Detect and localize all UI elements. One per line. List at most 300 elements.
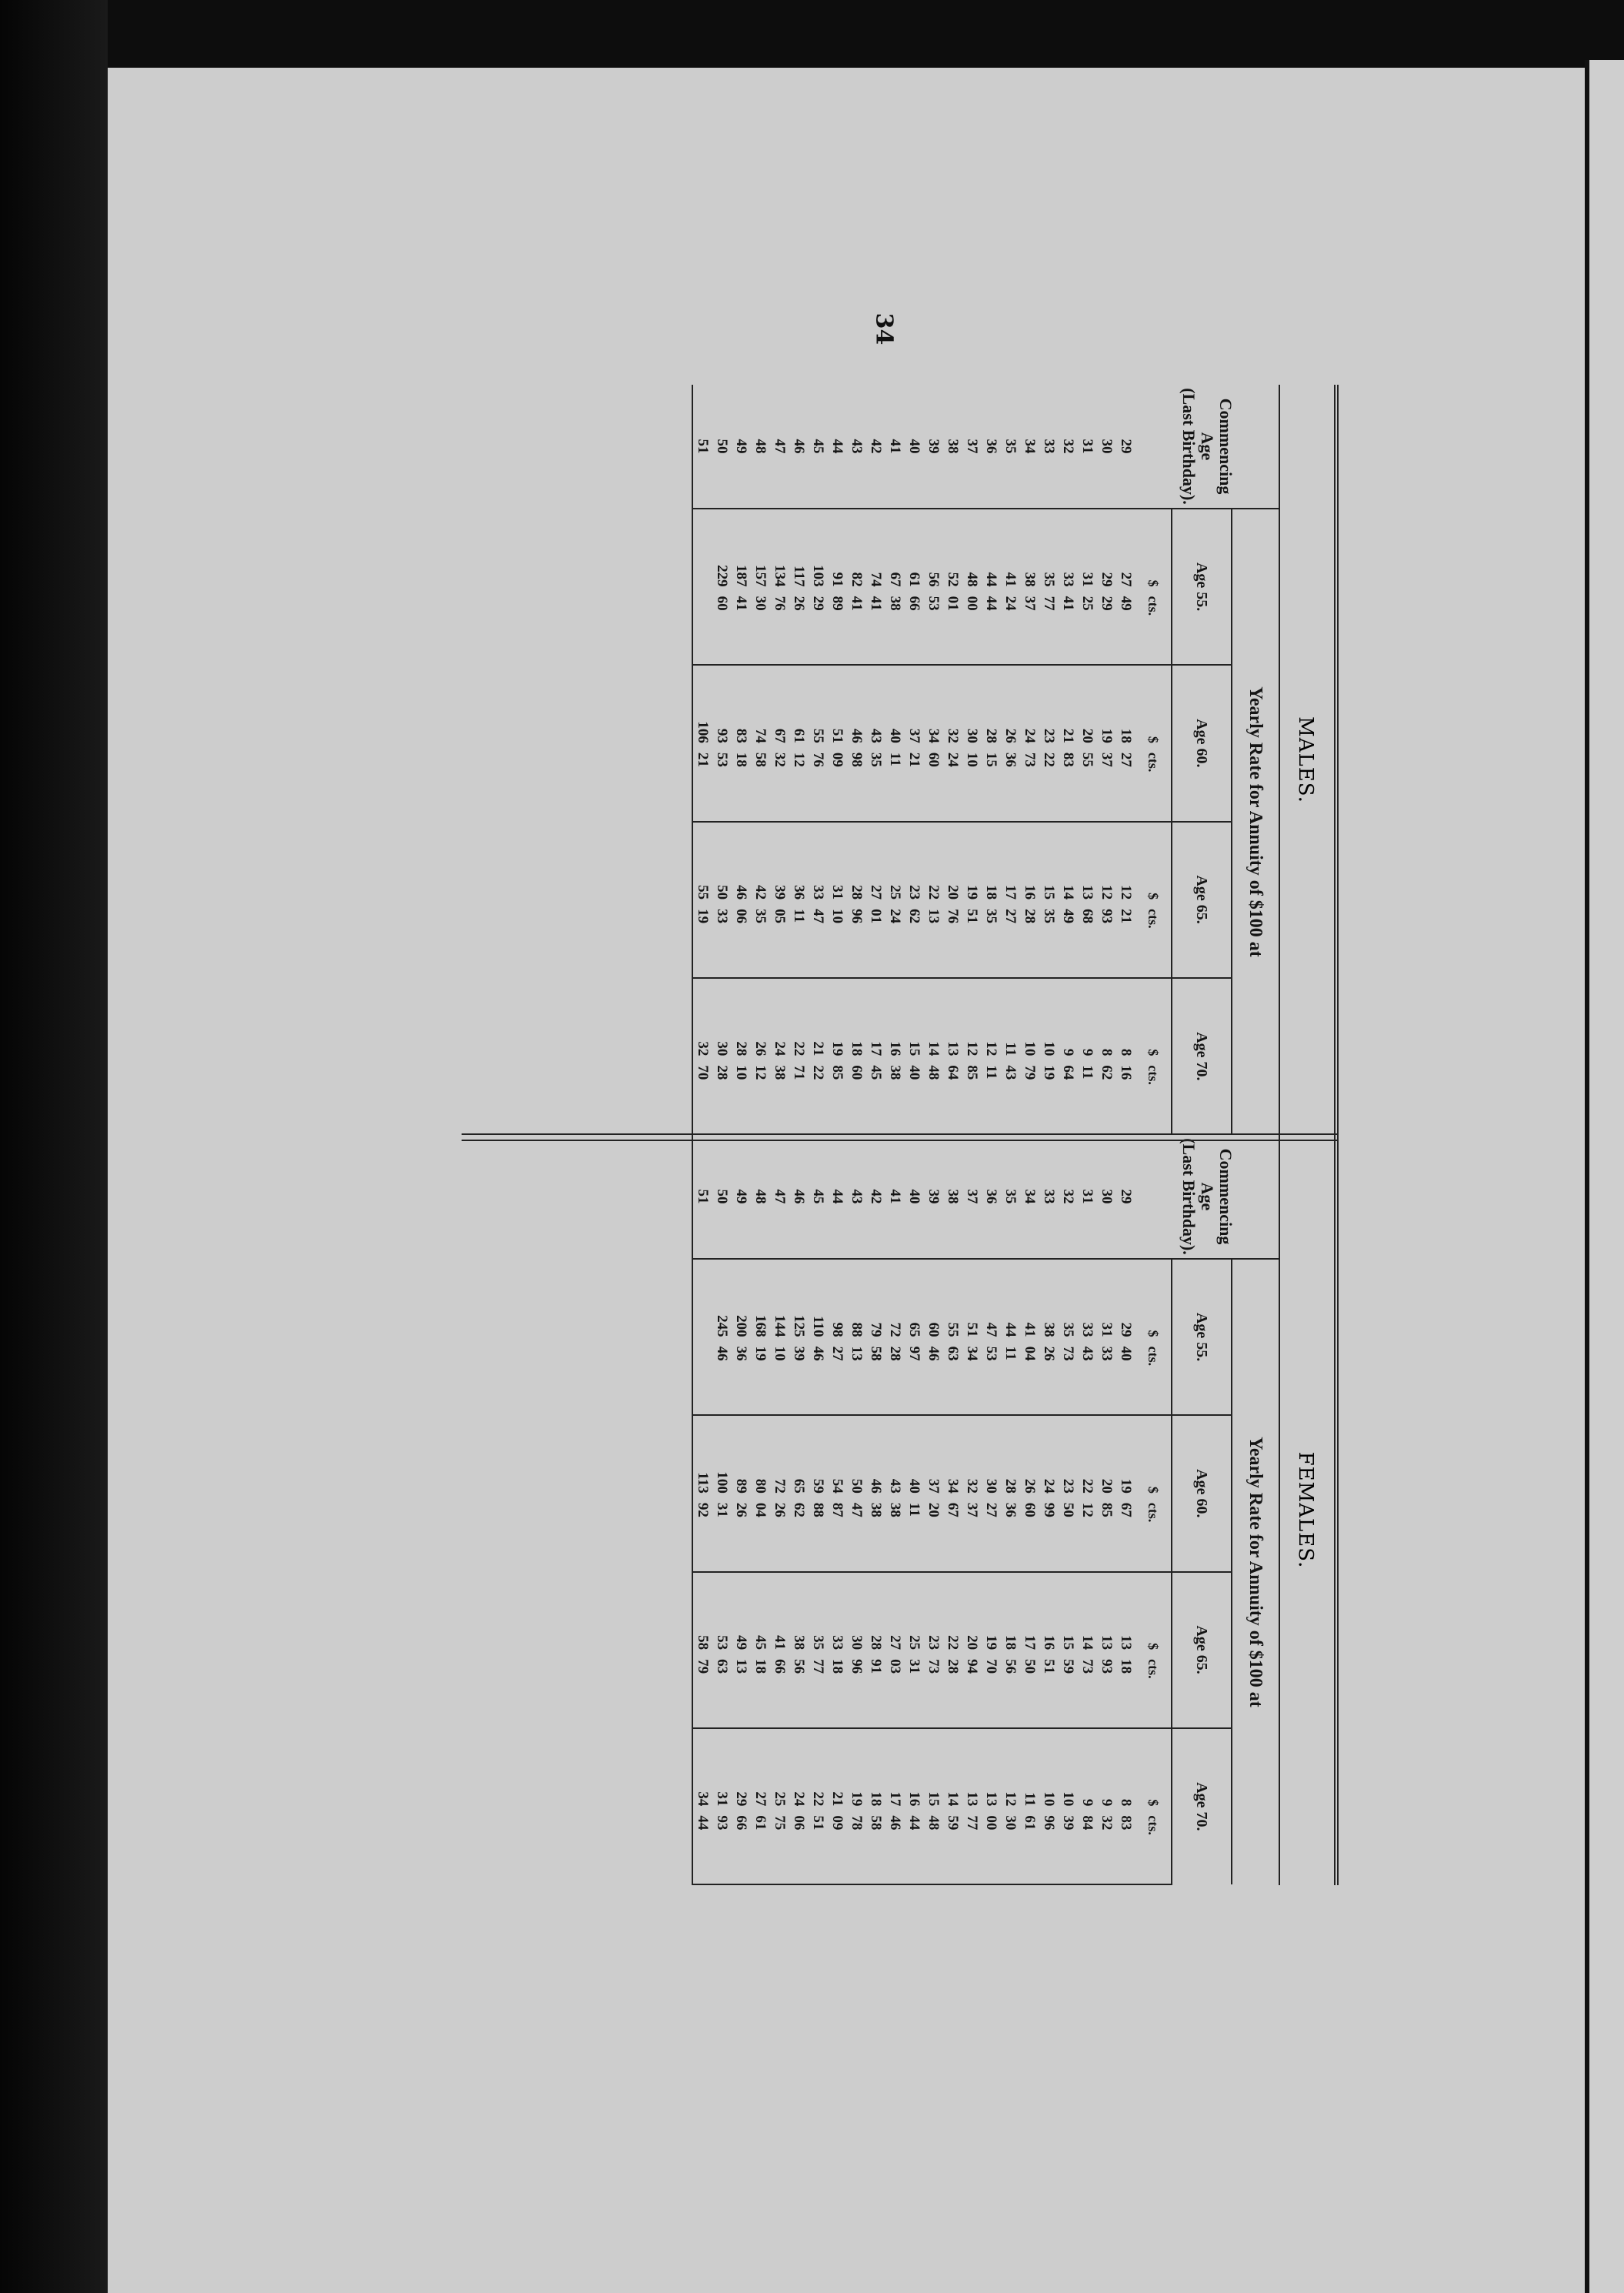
rate-cents: 24 [1002, 596, 1019, 611]
rate-dollars: 32 [695, 1041, 711, 1056]
rate-dollars: 29 [1118, 1322, 1134, 1337]
rate-cell [1020, 1259, 1039, 1415]
rate-cents: 11 [1002, 1346, 1019, 1360]
rate-cents: 18 [1118, 1659, 1134, 1674]
rate-dollars: 28 [983, 728, 999, 743]
rate-cents: 28 [1022, 909, 1038, 924]
units-cell [1135, 1259, 1172, 1415]
rate-cell [751, 1415, 770, 1571]
rate-cell [1078, 1572, 1097, 1728]
table-row [809, 1135, 828, 1884]
rate-cell [1116, 1415, 1135, 1571]
rate-dollars: 13 [983, 1791, 999, 1807]
rate-cell [982, 1415, 1001, 1571]
rate-cell [962, 665, 982, 821]
dollar-unit: $ [1145, 1330, 1162, 1337]
commencing-age-cell: 41 [885, 1135, 905, 1259]
rate-cents: 21 [906, 752, 922, 767]
rate-cents: 73 [1060, 1346, 1076, 1361]
rate-cell [751, 1728, 770, 1884]
rate-cents: 30 [1002, 1815, 1019, 1831]
rate-cell [1059, 1415, 1078, 1571]
table-row [1116, 385, 1135, 1134]
rate-cents: 40 [906, 1065, 922, 1080]
rate-dollars: 17 [1002, 885, 1019, 900]
rate-cell [1001, 1572, 1020, 1728]
rate-cell [847, 1728, 866, 1884]
rate-cell [1097, 822, 1116, 978]
commencing-age-header [1135, 1135, 1279, 1259]
rate-cell [712, 978, 732, 1134]
rate-cents: 27 [983, 1502, 999, 1517]
rate-cell [789, 1728, 809, 1884]
rate-dollars: 18 [1118, 728, 1134, 743]
rate-dollars: 17 [887, 1791, 903, 1807]
rate-cell [982, 978, 1001, 1134]
rate-cell [1116, 1728, 1135, 1884]
rate-cell [962, 978, 982, 1134]
commencing-age-header-line: Age [1198, 432, 1217, 461]
females-rate-table [692, 1135, 1279, 1885]
rate-cell [1078, 1259, 1097, 1415]
rate-cell [982, 1259, 1001, 1415]
dollar-unit: $ [1145, 893, 1162, 900]
rate-cents: 11 [1079, 1065, 1095, 1080]
table-row [1039, 385, 1059, 1134]
rate-cell [732, 665, 751, 821]
rate-dollars: 10 [1041, 1041, 1057, 1056]
rate-dollars: 39 [772, 885, 788, 900]
rate-dollars: 144 [772, 1315, 788, 1337]
rate-cents: 09 [829, 1815, 845, 1831]
commencing-age-header-line: (Last Birthday). [1179, 1138, 1199, 1255]
rate-dollars: 21 [1060, 728, 1076, 743]
rate-cents: 77 [964, 1815, 980, 1831]
rate-cell [828, 978, 847, 1134]
rate-cents: 85 [1099, 1502, 1115, 1517]
rate-cell [1039, 509, 1059, 665]
rate-dollars: 12 [964, 1041, 980, 1056]
age-column-header: Age 70. [1172, 978, 1232, 1134]
rate-dollars: 65 [791, 1478, 807, 1494]
rate-dollars: 61 [791, 728, 807, 743]
rate-cents: 03 [887, 1659, 903, 1674]
rate-cents: 11 [906, 1502, 922, 1517]
rate-cents: 31 [906, 1659, 922, 1674]
rate-cents: 47 [810, 909, 826, 924]
rate-dollars: 20 [964, 1635, 980, 1650]
rate-cell [866, 1728, 885, 1884]
rate-dollars: 34 [945, 1478, 961, 1494]
rate-dollars: 15 [1041, 885, 1057, 900]
rate-dollars: 30 [849, 1635, 865, 1650]
age-column-header: Age 65. [1172, 1572, 1232, 1728]
table-row [770, 385, 789, 1134]
table-row [924, 1135, 943, 1884]
rate-cents: 26 [772, 1502, 788, 1517]
rate-cents: 66 [906, 596, 922, 611]
commencing-age-cell: 36 [982, 1135, 1001, 1259]
rate-cell [692, 822, 712, 978]
rate-cell [1001, 1415, 1020, 1571]
rate-dollars: 25 [906, 1635, 922, 1650]
rate-cell [924, 1259, 943, 1415]
rate-cents: 92 [695, 1502, 711, 1517]
rate-dollars: 74 [868, 572, 884, 587]
rate-dollars: 47 [983, 1322, 999, 1337]
rate-cents: 53 [714, 752, 730, 767]
rate-cell [847, 1415, 866, 1571]
rate-cents: 24 [887, 909, 903, 924]
rate-dollars: 41 [1022, 1322, 1038, 1337]
rate-cell [1116, 822, 1135, 978]
rate-cell [1097, 978, 1116, 1134]
rate-dollars: 13 [945, 1041, 961, 1056]
rate-cell [962, 1572, 982, 1728]
rate-cell [712, 822, 732, 978]
rate-cell [982, 822, 1001, 978]
rate-cell [866, 1572, 885, 1728]
rate-cents: 96 [849, 909, 865, 924]
rate-dollars: 27 [752, 1791, 769, 1807]
commencing-age-header [1135, 385, 1279, 509]
rate-cents: 59 [945, 1815, 961, 1831]
rate-dollars: 187 [733, 565, 749, 587]
rate-dollars: 9 [1079, 1798, 1095, 1807]
table-row [1039, 1135, 1059, 1884]
rate-cents: 46 [810, 1346, 826, 1361]
yearly-rate-header: Yearly Rate for Annuity of $100 at [1232, 509, 1279, 1134]
rate-cents: 84 [1079, 1815, 1095, 1831]
rate-cell [982, 665, 1001, 821]
rate-dollars: 32 [964, 1478, 980, 1494]
rate-dollars: 19 [983, 1635, 999, 1650]
rate-cell [809, 1415, 828, 1571]
rate-cents: 35 [983, 909, 999, 924]
rate-dollars: 26 [1022, 1478, 1038, 1494]
rate-dollars: 40 [887, 728, 903, 743]
rate-cell [847, 978, 866, 1134]
rate-dollars: 18 [983, 885, 999, 900]
rate-cents: 40 [1118, 1346, 1134, 1361]
rate-cents: 19 [1041, 1065, 1057, 1080]
females-heading [1279, 1135, 1339, 1885]
rate-cents: 37 [1022, 596, 1038, 611]
rate-cell [924, 509, 943, 665]
rate-cell [732, 1259, 751, 1415]
rate-dollars: 28 [868, 1635, 884, 1650]
rate-cell [789, 1572, 809, 1728]
commencing-age-cell: 29 [1116, 1135, 1135, 1259]
rate-cents: 32 [772, 752, 788, 767]
rate-cents: 85 [964, 1065, 980, 1080]
rate-dollars: 38 [1022, 572, 1038, 587]
rate-cell [732, 1572, 751, 1728]
rate-dollars: 168 [752, 1315, 769, 1337]
rate-cents: 28 [945, 1659, 961, 1674]
units-cell [1135, 509, 1172, 665]
rate-dollars: 20 [1099, 1478, 1115, 1494]
rate-cell [982, 1572, 1001, 1728]
table-row [1078, 1135, 1097, 1884]
rate-dollars: 24 [1022, 728, 1038, 743]
table-row [866, 385, 885, 1134]
rate-cell [1116, 1259, 1135, 1415]
rate-cell [1116, 509, 1135, 665]
rate-cell [751, 1572, 770, 1728]
rate-cell [809, 665, 828, 821]
rate-dollars: 134 [772, 565, 788, 587]
rate-dollars: 22 [1079, 1478, 1095, 1494]
rate-dollars: 46 [849, 728, 865, 743]
table-row [770, 1135, 789, 1884]
rate-cell [1097, 665, 1116, 821]
rate-cell [1020, 665, 1039, 821]
rate-cell [732, 822, 751, 978]
commencing-age-header-line: (Last Birthday). [1179, 388, 1199, 505]
commencing-age-cell: 44 [828, 1135, 847, 1259]
rate-dollars: 55 [810, 728, 826, 743]
rate-cents: 29 [1099, 596, 1115, 611]
units-cell [1135, 822, 1172, 978]
rate-cell [809, 1728, 828, 1884]
table-row [885, 385, 905, 1134]
rate-cents: 13 [925, 909, 942, 924]
rate-cell [789, 665, 809, 821]
rate-dollars: 110 [810, 1316, 826, 1337]
rate-cell [1078, 1415, 1097, 1571]
rate-cell [905, 509, 924, 665]
rate-cell [1059, 822, 1078, 978]
rate-dollars: 46 [868, 1478, 884, 1494]
rate-cents: 78 [849, 1815, 865, 1831]
rate-cell [1039, 1572, 1059, 1728]
commencing-age-cell: 29 [1116, 385, 1135, 509]
rate-cents: 41 [849, 596, 865, 611]
commencing-age-cell: 30 [1097, 1135, 1116, 1259]
rate-dollars: 59 [810, 1478, 826, 1494]
rate-cell [809, 822, 828, 978]
rate-dollars: 89 [733, 1478, 749, 1494]
rate-cell [847, 1572, 866, 1728]
rate-cell [828, 822, 847, 978]
table-row [943, 1135, 962, 1884]
dollar-unit: $ [1145, 1486, 1162, 1494]
commencing-age-cell: 34 [1020, 1135, 1039, 1259]
rate-dollars: 27 [868, 885, 884, 900]
rate-cell [1078, 665, 1097, 821]
rate-cell [1097, 509, 1116, 665]
rate-cents: 64 [945, 1065, 961, 1080]
rate-cents: 73 [1079, 1659, 1095, 1674]
rate-cents: 46 [925, 1346, 942, 1361]
rate-cell [885, 1259, 905, 1415]
table-row [789, 1135, 809, 1884]
rate-cents: 93 [1099, 1659, 1115, 1674]
rate-dollars: 13 [1079, 885, 1095, 900]
rate-cell [1059, 665, 1078, 821]
rate-cents: 36 [1002, 752, 1019, 767]
rate-dollars: 24 [772, 1041, 788, 1056]
table-row [789, 385, 809, 1134]
dollar-unit: $ [1145, 1049, 1162, 1056]
rate-cents: 61 [1022, 1815, 1038, 1831]
rate-cents: 83 [1118, 1815, 1134, 1831]
rate-cents: 60 [849, 1065, 865, 1080]
rate-dollars: 30 [983, 1478, 999, 1494]
rate-cents: 62 [1099, 1065, 1115, 1080]
rate-cell [1020, 1728, 1039, 1884]
rate-cents: 25 [1079, 596, 1095, 611]
rate-cell [847, 1259, 866, 1415]
rate-cents: 04 [752, 1502, 769, 1517]
rate-cell [924, 1572, 943, 1728]
rate-cents: 41 [868, 596, 884, 611]
rate-dollars: 229 [714, 565, 730, 587]
commencing-age-cell: 43 [847, 385, 866, 509]
rate-cents: 62 [791, 1502, 807, 1517]
rate-cents: 10 [829, 909, 845, 924]
rate-cents: 50 [1060, 1502, 1076, 1517]
commencing-age-cell: 43 [847, 1135, 866, 1259]
rate-cell [828, 1728, 847, 1884]
rate-cell [962, 1415, 982, 1571]
rate-cents: 97 [906, 1346, 922, 1361]
rate-cell [751, 1259, 770, 1415]
rate-cents: 63 [945, 1346, 961, 1361]
rate-cents: 38 [868, 1502, 884, 1517]
rate-dollars: 25 [887, 885, 903, 900]
rate-cell [1020, 1415, 1039, 1571]
rate-dollars: 74 [752, 728, 769, 743]
rate-dollars: 10 [1022, 1041, 1038, 1056]
rate-dollars: 35 [1060, 1322, 1076, 1337]
rate-dollars: 9 [1079, 1048, 1095, 1056]
rate-cents: 43 [1079, 1346, 1095, 1361]
rate-cents: 27 [829, 1346, 845, 1361]
rate-dollars: 25 [772, 1791, 788, 1807]
rate-cents: 27 [1118, 752, 1134, 767]
rate-cents: 64 [1060, 1065, 1076, 1080]
rate-cell [1097, 1259, 1116, 1415]
rate-dollars: 13 [1118, 1635, 1134, 1650]
rate-dollars: 9 [1060, 1048, 1076, 1056]
rate-cell [732, 978, 751, 1134]
commencing-age-cell: 47 [770, 385, 789, 509]
table-row [1078, 385, 1097, 1134]
rate-cents: 73 [925, 1659, 942, 1674]
rate-cell [866, 1259, 885, 1415]
adjacent-page-edge [1585, 60, 1624, 2293]
table-row [962, 385, 982, 1134]
table-row [712, 1135, 732, 1884]
rate-dollars: 24 [1041, 1478, 1057, 1494]
rate-cents: 05 [772, 909, 788, 924]
rate-cell [943, 665, 962, 821]
table-row [847, 1135, 866, 1884]
rate-cell [692, 1259, 712, 1415]
rate-cell [1059, 978, 1078, 1134]
cents-unit: cts. [1145, 1346, 1162, 1367]
rate-cents: 32 [1099, 1815, 1115, 1831]
age-column-header: Age 60. [1172, 1415, 1232, 1571]
rate-cents: 27 [1002, 909, 1019, 924]
rate-cents: 56 [1002, 1659, 1019, 1674]
rate-dollars: 52 [945, 572, 961, 587]
rate-dollars: 22 [925, 885, 942, 900]
rate-cell [751, 509, 770, 665]
rate-dollars: 48 [964, 572, 980, 587]
rate-cents: 96 [849, 1659, 865, 1674]
rate-cell [885, 665, 905, 821]
rate-cents: 58 [868, 1346, 884, 1361]
rate-cell [712, 665, 732, 821]
table-row [732, 1135, 751, 1884]
rate-cell [770, 978, 789, 1134]
rate-cell [1059, 1728, 1078, 1884]
table-row [692, 1135, 712, 1884]
rate-cell [732, 1415, 751, 1571]
rate-dollars: 51 [964, 1322, 980, 1337]
rate-cents: 34 [964, 1346, 980, 1361]
rate-cell [732, 509, 751, 665]
commencing-age-cell: 33 [1039, 1135, 1059, 1259]
cents-unit: cts. [1145, 752, 1162, 773]
table-row [866, 1135, 885, 1884]
rate-dollars: 34 [925, 728, 942, 743]
rate-cents: 44 [906, 1815, 922, 1831]
rate-cell [789, 1415, 809, 1571]
rate-dollars: 44 [983, 572, 999, 587]
rate-dollars: 12 [983, 1041, 999, 1056]
rate-cents: 36 [1002, 1502, 1019, 1517]
rate-cell [905, 665, 924, 821]
commencing-age-cell: 48 [751, 1135, 770, 1259]
rate-cell [962, 822, 982, 978]
rate-cents: 77 [810, 1659, 826, 1674]
rate-dollars: 29 [1099, 572, 1115, 587]
rate-cents: 56 [791, 1659, 807, 1674]
table-row [1097, 385, 1116, 1134]
rate-dollars: 26 [1002, 728, 1019, 743]
rate-cell [924, 1728, 943, 1884]
commencing-age-cell: 48 [751, 385, 770, 509]
rate-cents: 60 [925, 752, 942, 767]
rate-cell [1078, 822, 1097, 978]
rate-cents: 48 [925, 1065, 942, 1080]
rate-cents: 53 [983, 1346, 999, 1361]
rate-cents: 45 [868, 1065, 884, 1080]
rate-dollars: 58 [695, 1635, 711, 1650]
rate-cell [712, 509, 732, 665]
rate-cell [712, 1259, 732, 1415]
rate-cents: 66 [733, 1815, 749, 1831]
rate-cents: 63 [714, 1659, 730, 1674]
rate-dollars: 19 [1099, 728, 1115, 743]
rate-cell [847, 509, 866, 665]
rate-dollars: 60 [925, 1322, 942, 1337]
dollar-unit: $ [1145, 736, 1162, 743]
rate-cell [866, 978, 885, 1134]
rate-cents: 30 [752, 596, 769, 611]
rate-dollars: 67 [887, 572, 903, 587]
table-row [905, 385, 924, 1134]
rate-dollars: 200 [733, 1315, 749, 1337]
rate-dollars: 79 [868, 1322, 884, 1337]
table-row [982, 385, 1001, 1134]
rate-cents: 35 [752, 909, 769, 924]
rate-dollars: 55 [945, 1322, 961, 1337]
